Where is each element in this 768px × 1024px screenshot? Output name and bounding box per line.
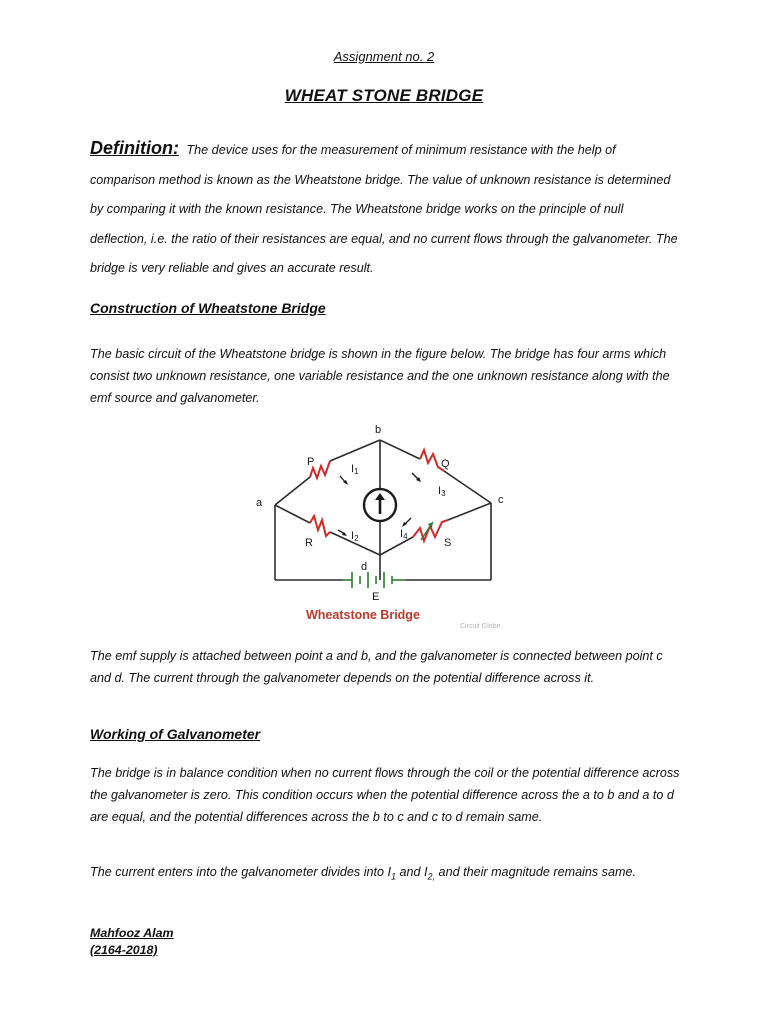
circuit-diagram xyxy=(248,420,528,635)
resistor-r xyxy=(310,516,330,536)
author-id: (2164-2018) xyxy=(90,943,158,957)
definition-paragraph xyxy=(90,134,680,284)
battery-icon xyxy=(343,572,406,588)
resistor-q-label: Q xyxy=(441,458,450,470)
definition-text: The device uses for the measurement of minimum resistance with the help of comparison method is known as the Wheatstone bridge. The value of unknown resistance is determined by comparing it with the known resistance. The Wheatstone bridge works on the principle of null deflection, i.e. the ratio of their resistances are equal, and no current flows through the galvanometer. The bridge is very reliable and gives an accurate result. xyxy=(90,143,678,275)
current-2-label: I2 xyxy=(351,530,359,543)
node-d-label: d xyxy=(361,561,368,573)
author-signature xyxy=(90,925,174,959)
figure-watermark: Circuit Globe xyxy=(460,623,501,630)
current-text-start: The current enters into the galvanometer divides into I xyxy=(90,865,392,879)
source-label: E xyxy=(372,591,380,603)
current-sub-2: 2, xyxy=(427,871,436,882)
assignment-number: Assignment no. 2 xyxy=(333,49,435,64)
resistor-p-label: P xyxy=(307,456,315,468)
node-c-label: c xyxy=(498,494,504,506)
working-heading: Working of Galvanometer xyxy=(90,726,261,742)
resistor-s-label: S xyxy=(444,537,452,549)
node-b-label: b xyxy=(375,424,382,436)
working-paragraph: The bridge is in balance condition when no current flows through the coil or the potential difference across the galvanometer is zero. This condition occurs when the potential difference across the a to b and a to d are equal, and the potential differences across the b to c and c to d remain same. xyxy=(90,766,680,824)
current-1-label: I1 xyxy=(351,463,359,476)
page-title: WHEAT STONE BRIDGE xyxy=(284,86,484,105)
emf-paragraph: The emf supply is attached between point a and b, and the galvanometer is connected between point c and d. The current through the galvanometer depends on the potential difference across it. xyxy=(90,649,663,685)
current-text-end: and their magnitude remains same. xyxy=(435,865,636,879)
current-3-label: I3 xyxy=(438,485,446,498)
current-text-mid: and I xyxy=(396,865,428,879)
current-4-label: I4 xyxy=(400,528,408,541)
wheatstone-bridge-figure xyxy=(248,420,528,635)
construction-paragraph: The basic circuit of the Wheatstone bridge is shown in the figure below. The bridge has four arms which consist two unknown resistance, one variable resistance and the one unknown resistance along with the emf source and galvanometer. xyxy=(90,347,670,405)
current-sub-1: 1 xyxy=(391,871,397,882)
node-a-label: a xyxy=(256,497,263,509)
figure-caption: Wheatstone Bridge xyxy=(306,608,420,622)
author-name: Mahfooz Alam xyxy=(90,926,174,940)
resistor-r-label: R xyxy=(305,537,313,549)
definition-label: Definition: xyxy=(90,138,179,158)
construction-heading: Construction of Wheatstone Bridge xyxy=(90,300,326,316)
current-division-paragraph xyxy=(90,861,682,888)
